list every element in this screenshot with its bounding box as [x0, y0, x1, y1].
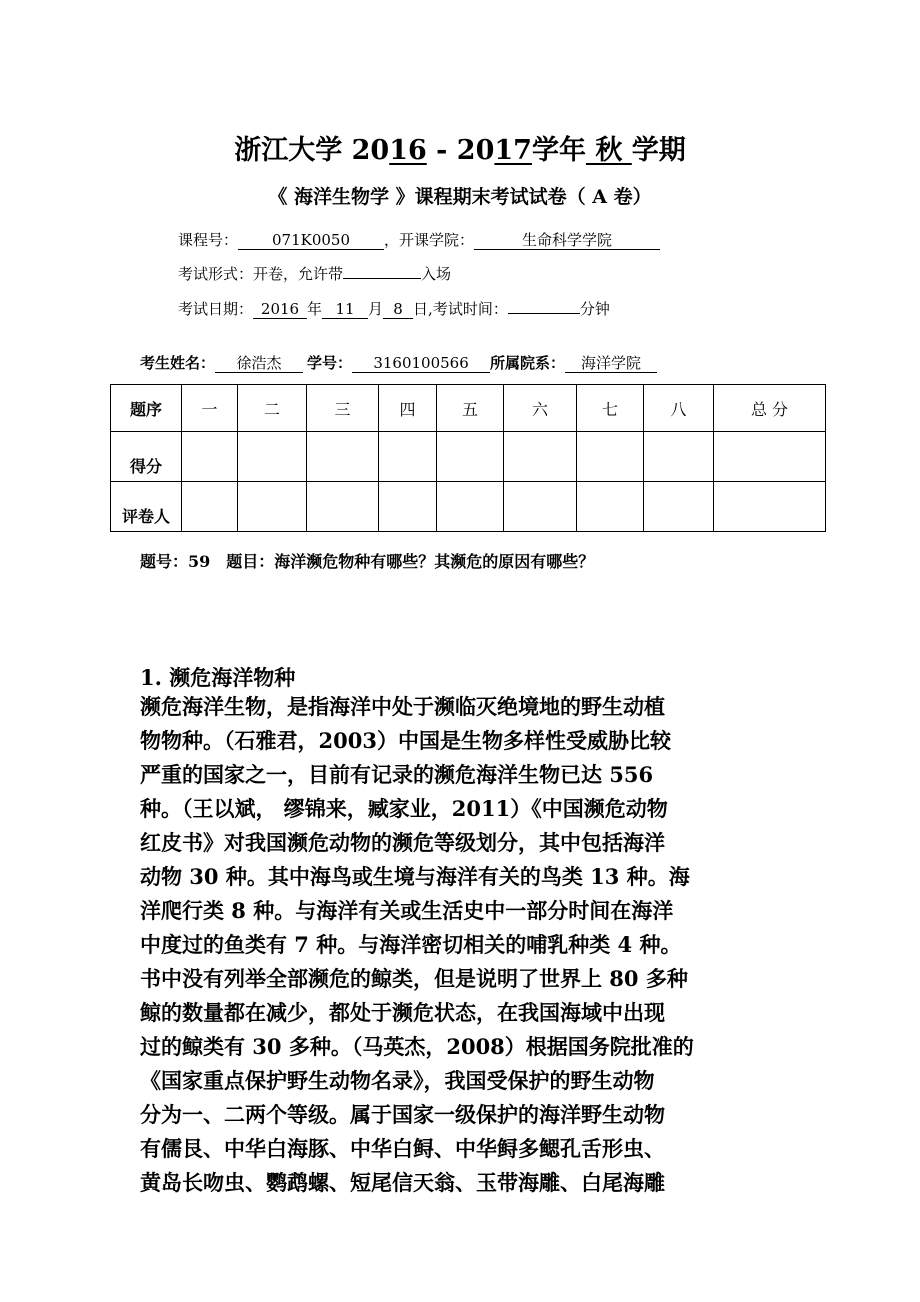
- student-dept-value: 海洋学院: [565, 355, 657, 373]
- answer-line: 有儒艮、中华白海豚、中华白鲟、中华鲟多鳃孔舌形虫、: [140, 1136, 665, 1161]
- score-cell[interactable]: [437, 432, 504, 482]
- header-cell-6: 六: [504, 385, 577, 432]
- header-cell-2: 二: [238, 385, 307, 432]
- answer-line: 红皮书》对我国濒危动物的濒危等级划分，其中包括海洋: [140, 830, 665, 855]
- answer-body: [140, 690, 780, 1200]
- exam-month-value: 11: [322, 301, 368, 319]
- grader-cell[interactable]: [577, 482, 644, 532]
- score-row: [111, 432, 826, 482]
- student-name-label: 考生姓名：: [140, 354, 216, 372]
- header-cell-7: 七: [577, 385, 644, 432]
- exam-year-unit: 年: [307, 300, 323, 318]
- grader-cell[interactable]: [182, 482, 238, 532]
- exam-subtitle: 《 海洋生物学 》课程期末考试试卷（ A 卷）: [268, 186, 652, 208]
- score-table: [110, 384, 826, 532]
- grader-cell[interactable]: [504, 482, 577, 532]
- student-id-label: 学号：: [307, 354, 353, 372]
- college-label: ，开课学院：: [384, 231, 475, 249]
- exam-form-suffix: 入场: [421, 265, 452, 283]
- title-mid: 学年: [531, 135, 586, 166]
- header-cell-total: 总 分: [714, 385, 826, 432]
- answer-line: 书中没有列举全部濒危的鲸类，但是说明了世界上 80 多种: [140, 966, 688, 991]
- grader-cell[interactable]: [307, 482, 379, 532]
- grader-row: [111, 482, 826, 532]
- exam-year-value: 2016: [253, 301, 307, 319]
- exam-date-line: [178, 298, 610, 319]
- exam-form-blank: [343, 278, 421, 279]
- exam-day-unit: 日,: [413, 300, 433, 318]
- duration-blank: [508, 313, 580, 314]
- student-name-value: 徐浩杰: [215, 355, 303, 373]
- grader-cell[interactable]: [238, 482, 307, 532]
- course-no-label: 课程号：: [178, 231, 239, 249]
- score-cell-total[interactable]: [714, 432, 826, 482]
- score-cell[interactable]: [644, 432, 714, 482]
- title-year-start: 16: [389, 135, 427, 166]
- answer-line: 种。（王以斌， 缪锦来，臧家业，2011）《中国濒危动物: [140, 796, 668, 821]
- grader-cell[interactable]: [379, 482, 437, 532]
- header-cell-4: 四: [379, 385, 437, 432]
- course-info-line: [178, 229, 660, 250]
- student-id-value: 3160100566: [352, 355, 490, 373]
- score-cell[interactable]: [182, 432, 238, 482]
- header-cell-order: 题序: [111, 385, 182, 432]
- duration-unit: 分钟: [579, 300, 610, 318]
- score-table-header-row: [111, 385, 826, 432]
- grader-row-label: 评卷人: [111, 482, 182, 532]
- score-cell[interactable]: [238, 432, 307, 482]
- answer-line: 《国家重点保护野生动物名录》，我国受保护的野生动物: [140, 1068, 655, 1093]
- score-cell[interactable]: [504, 432, 577, 482]
- college-value: 生命科学学院: [474, 232, 660, 250]
- answer-line: 动物 30 种。其中海鸟或生境与海洋有关的鸟类 13 种。海: [140, 864, 690, 889]
- question-line: 题号：59 题目：海洋濒危物种有哪些？其濒危的原因有哪些？: [140, 552, 595, 571]
- student-dept-label: 所属院系：: [490, 354, 566, 372]
- header-cell-1: 一: [182, 385, 238, 432]
- title-suffix: 学期: [631, 135, 686, 166]
- header-cell-5: 五: [437, 385, 504, 432]
- header-cell-3: 三: [307, 385, 379, 432]
- answer-line: 物物种。（石雅君，2003）中国是生物多样性受威胁比较: [140, 728, 671, 753]
- answer-line: 洋爬行类 8 种。与海洋有关或生活史中一部分时间在海洋: [140, 898, 674, 923]
- header-cell-8: 八: [644, 385, 714, 432]
- duration-label: 考试时间：: [432, 300, 508, 318]
- exam-date-label: 考试日期：: [178, 300, 254, 318]
- title-prefix: 浙江大学 20: [234, 135, 390, 166]
- title-year-end: 17: [494, 135, 532, 166]
- grader-cell-total[interactable]: [714, 482, 826, 532]
- score-cell[interactable]: [577, 432, 644, 482]
- exam-form-line: [178, 263, 451, 284]
- title-term: 秋: [585, 135, 632, 166]
- grader-cell[interactable]: [437, 482, 504, 532]
- exam-form-label: 考试形式：开卷，允许带: [178, 265, 344, 283]
- exam-day-value: 8: [383, 301, 413, 319]
- answer-line: 严重的国家之一，目前有记录的濒危海洋生物已达 556: [140, 762, 654, 787]
- score-cell[interactable]: [307, 432, 379, 482]
- answer-line: 过的鲸类有 30 多种。（马英杰，2008）根据国务院批准的: [140, 1034, 694, 1059]
- course-no-value: 071K0050: [238, 232, 384, 250]
- exam-title: [0, 128, 920, 167]
- score-row-label: 得分: [111, 432, 182, 482]
- answer-line: 分为一、二两个等级。属于国家一级保护的海洋野生动物: [140, 1102, 665, 1127]
- answer-line: 鲸的数量都在减少，都处于濒危状态，在我国海域中出现: [140, 1000, 665, 1025]
- title-dash: - 20: [426, 135, 495, 166]
- exam-month-unit: 月: [368, 300, 384, 318]
- section-title: 1. 濒危海洋物种: [140, 665, 296, 690]
- answer-line: 濒危海洋生物，是指海洋中处于濒临灭绝境地的野生动植: [140, 694, 665, 719]
- student-info-line: [140, 352, 657, 373]
- answer-line: 黄岛长吻虫、鹦鹉螺、短尾信天翁、玉带海雕、白尾海雕: [140, 1170, 665, 1195]
- grader-cell[interactable]: [644, 482, 714, 532]
- score-cell[interactable]: [379, 432, 437, 482]
- answer-line: 中度过的鱼类有 7 种。与海洋密切相关的哺乳种类 4 种。: [140, 932, 682, 957]
